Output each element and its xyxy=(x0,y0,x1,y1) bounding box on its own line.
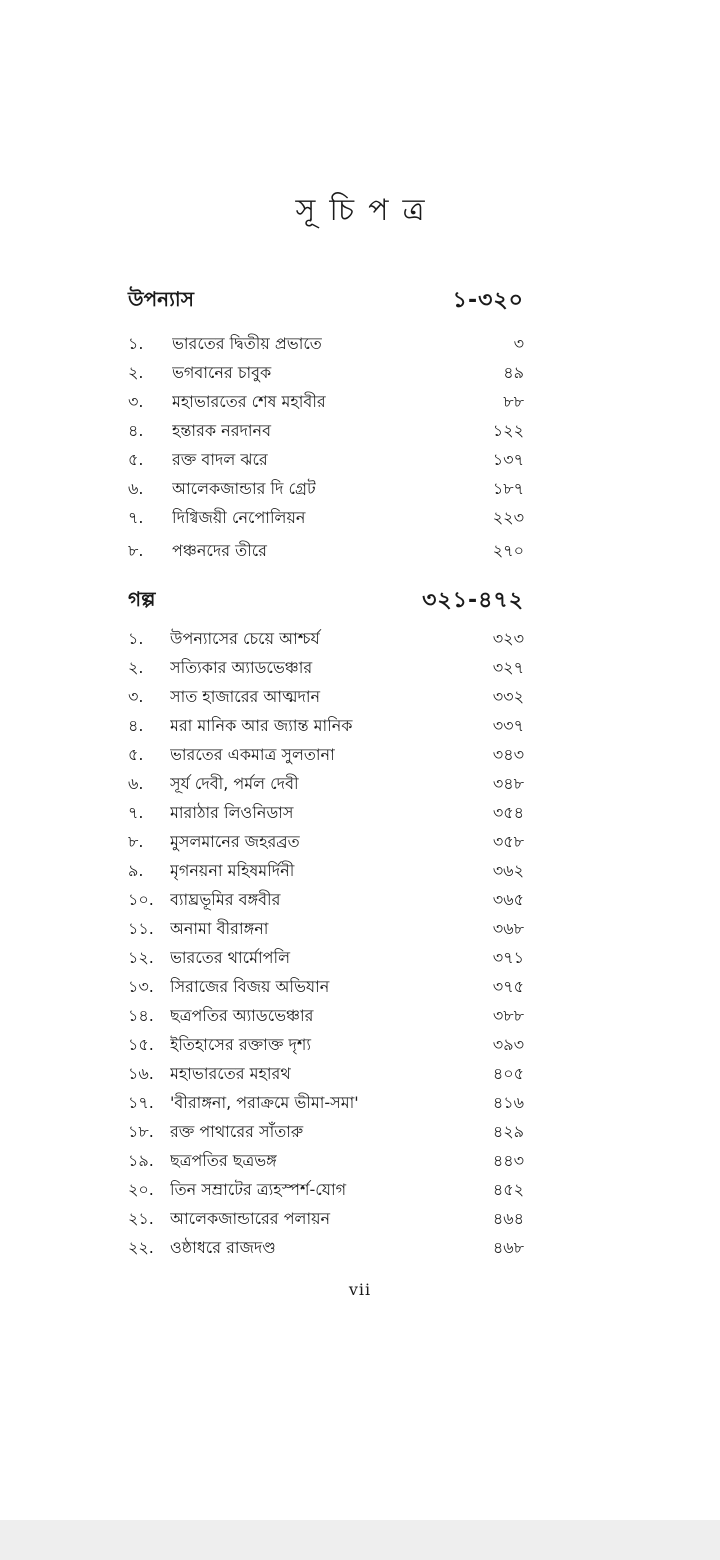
entry-number: ১৩. xyxy=(128,977,154,996)
entry-number: ১৬. xyxy=(128,1064,154,1083)
entry-page-number: ১২২ xyxy=(492,421,524,440)
entry-title: মুসলমানের জহরব্রত xyxy=(170,832,300,851)
entry-title: ভগবানের চাবুক xyxy=(172,363,272,382)
entry-title: উপন্যাসের চেয়ে আশ্চর্য xyxy=(170,629,320,648)
toc-entry xyxy=(128,446,524,475)
toc-entry xyxy=(128,1002,524,1031)
entry-number: ৮. xyxy=(128,540,144,560)
entry-title: ভারতের থার্মোপলি xyxy=(170,948,290,967)
section-page-range-novels: ১-৩২০ xyxy=(452,287,524,313)
toc-entry xyxy=(128,533,524,569)
entry-number: ২১. xyxy=(128,1209,154,1228)
entry-title: ভারতের একমাত্র সুলতানা xyxy=(170,745,335,764)
entry-number: ১৪. xyxy=(128,1006,154,1025)
entry-title: মরা মানিক আর জ্যান্ত মানিক xyxy=(170,716,353,735)
toc-entry xyxy=(128,504,524,533)
entry-title: রক্ত বাদল ঝরে xyxy=(172,450,268,469)
toc-entry xyxy=(128,741,524,770)
toc-entry xyxy=(128,944,524,973)
entry-page-number: ১৮৭ xyxy=(492,479,524,498)
page-folio: vii xyxy=(348,1280,372,1299)
entry-number: ১৭. xyxy=(128,1093,154,1112)
entry-number: ৩. xyxy=(128,392,144,411)
toc-entry xyxy=(128,654,524,683)
toc-entry xyxy=(128,1234,524,1263)
entry-page-number: ৩৫৪ xyxy=(492,803,524,822)
toc-entry xyxy=(128,799,524,828)
entry-title: মারাঠার লিওনিডাস xyxy=(170,803,294,822)
entry-page-number: ৩ xyxy=(513,334,524,353)
entry-number: ৯. xyxy=(128,861,144,880)
entry-number: ২২. xyxy=(128,1238,154,1257)
entry-number: ১. xyxy=(128,629,144,648)
entry-number: ১৯. xyxy=(128,1151,154,1170)
toc-entry xyxy=(128,1147,524,1176)
entry-title: 'বীরাঙ্গনা, পরাক্রমে ভীমা-সমা' xyxy=(170,1093,359,1112)
entry-page-number: ২২৩ xyxy=(492,508,524,527)
entry-number: ১১. xyxy=(128,919,154,938)
toc-entry xyxy=(128,388,524,417)
toc-entry xyxy=(128,857,524,886)
entry-page-number: ৪৫২ xyxy=(492,1180,524,1199)
toc-entry xyxy=(128,1060,524,1089)
entry-page-number: ৩৩২ xyxy=(492,687,524,706)
entry-page-number: ৩৭১ xyxy=(492,948,524,967)
entry-title: আলেকজান্ডার দি গ্রেট xyxy=(172,479,316,498)
entry-page-number: ৩৮৮ xyxy=(492,1006,524,1025)
toc-entry xyxy=(128,1205,524,1234)
section-heading-stories xyxy=(128,584,524,618)
toc-entry xyxy=(128,475,524,504)
toc-entry xyxy=(128,1176,524,1205)
toc-entry xyxy=(128,973,524,1002)
toc-entry xyxy=(128,828,524,857)
entry-number: ১. xyxy=(128,334,144,353)
entry-title: হন্তারক নরদানব xyxy=(172,421,272,440)
entry-page-number: ৩৩৭ xyxy=(492,716,524,735)
entry-number: ৬. xyxy=(128,479,144,498)
toc-entry xyxy=(128,359,524,388)
toc-entry xyxy=(128,886,524,915)
toc-entry xyxy=(128,1118,524,1147)
toc-entry xyxy=(128,330,524,359)
entry-title: ছত্রপতির ছত্রভঙ্গ xyxy=(170,1151,277,1170)
entry-page-number: ৩৬৫ xyxy=(492,890,524,909)
entry-title: দিগ্বিজয়ী নেপোলিয়ন xyxy=(172,508,306,527)
entry-page-number: ৪২৯ xyxy=(492,1122,524,1141)
entry-number: ১০. xyxy=(128,890,154,909)
toc-entry xyxy=(128,712,524,741)
entry-page-number: ৪৬৪ xyxy=(492,1209,524,1228)
entry-number: ১৮. xyxy=(128,1122,154,1141)
entry-page-number: ৩৪৩ xyxy=(492,745,524,764)
bottom-edge-strip xyxy=(0,1520,720,1560)
toc-entry xyxy=(128,770,524,799)
entry-title: ব্যাঘ্রভূমির বঙ্গবীর xyxy=(170,890,281,909)
entry-page-number: ৩৪৮ xyxy=(492,774,524,793)
entry-page-number: ৪০৫ xyxy=(492,1064,524,1083)
entry-title: পঞ্চনদের তীরে xyxy=(172,540,267,560)
entry-title: রক্ত পাথারের সাঁতারু xyxy=(170,1122,304,1141)
entry-number: ৮. xyxy=(128,832,144,851)
entry-number: ১৫. xyxy=(128,1035,154,1054)
page-title: সূচিপত্র xyxy=(295,193,439,228)
entry-page-number: ৩৫৮ xyxy=(492,832,524,851)
entry-title: মৃগনয়না মহিষমর্দিনী xyxy=(170,861,295,880)
entry-number: ২০. xyxy=(128,1180,154,1199)
entry-title: সূর্য দেবী, পর্মল দেবী xyxy=(170,774,299,793)
entry-title: ছত্রপতির অ্যাডভেঞ্চার xyxy=(170,1006,314,1025)
entry-number: ৫. xyxy=(128,450,144,469)
entry-title: সত্যিকার অ্যাডভেঞ্চার xyxy=(170,658,313,677)
toc-entry xyxy=(128,417,524,446)
story-list xyxy=(128,625,524,1263)
entry-page-number: ১৩৭ xyxy=(492,450,524,469)
toc-entry xyxy=(128,1031,524,1060)
entry-title: ওষ্ঠাধরে রাজদণ্ড xyxy=(170,1238,276,1257)
section-label-stories: গল্প xyxy=(128,586,156,611)
section-page-range-stories: ৩২১-৪৭২ xyxy=(422,587,524,613)
entry-page-number: ৪৯ xyxy=(503,363,524,382)
entry-page-number: ৮৮ xyxy=(503,392,524,411)
entry-page-number: ৪৬৮ xyxy=(492,1238,524,1257)
toc-entry xyxy=(128,915,524,944)
entry-page-number: ৩২৭ xyxy=(492,658,524,677)
entry-number: ৩. xyxy=(128,687,144,706)
section-heading-novels xyxy=(128,284,524,318)
entry-number: ৪. xyxy=(128,716,144,735)
entry-title: ভারতের দ্বিতীয় প্রভাতে xyxy=(172,334,322,353)
entry-number: ৭. xyxy=(128,803,144,822)
toc-entry xyxy=(128,683,524,712)
entry-number: ৭. xyxy=(128,508,144,527)
entry-title: অনামা বীরাঙ্গনা xyxy=(170,919,269,938)
entry-page-number: ২৭০ xyxy=(492,540,524,560)
entry-page-number: ৩৬৮ xyxy=(492,919,524,938)
toc-entry xyxy=(128,1089,524,1118)
entry-title: সিরাজের বিজয় অভিযান xyxy=(170,977,330,996)
entry-number: ২. xyxy=(128,363,144,382)
entry-page-number: ৩৯৩ xyxy=(492,1035,524,1054)
section-label-novels: উপন্যাস xyxy=(128,286,194,311)
entry-title: সাত হাজারের আত্মদান xyxy=(170,687,321,706)
entry-page-number: ৪৪৩ xyxy=(492,1151,524,1170)
entry-page-number: ৩৬২ xyxy=(492,861,524,880)
entry-number: ২. xyxy=(128,658,144,677)
novel-list xyxy=(128,330,524,569)
entry-number: ১২. xyxy=(128,948,154,967)
entry-page-number: ৩২৩ xyxy=(492,629,524,648)
entry-number: ৫. xyxy=(128,745,144,764)
entry-page-number: ৪১৬ xyxy=(492,1093,524,1112)
entry-title: ইতিহাসের রক্তাক্ত দৃশ্য xyxy=(170,1035,311,1054)
entry-title: মহাভারতের শেষ মহাবীর xyxy=(172,392,326,411)
entry-title: তিন সম্রাটের ত্র্যহস্পর্শ-যোগ xyxy=(170,1180,347,1199)
entry-page-number: ৩৭৫ xyxy=(492,977,524,996)
toc-entry xyxy=(128,625,524,654)
entry-number: ৬. xyxy=(128,774,144,793)
entry-title: আলেকজান্ডারের পলায়ন xyxy=(170,1209,331,1228)
entry-number: ৪. xyxy=(128,421,144,440)
entry-title: মহাভারতের মহারথ xyxy=(170,1064,291,1083)
